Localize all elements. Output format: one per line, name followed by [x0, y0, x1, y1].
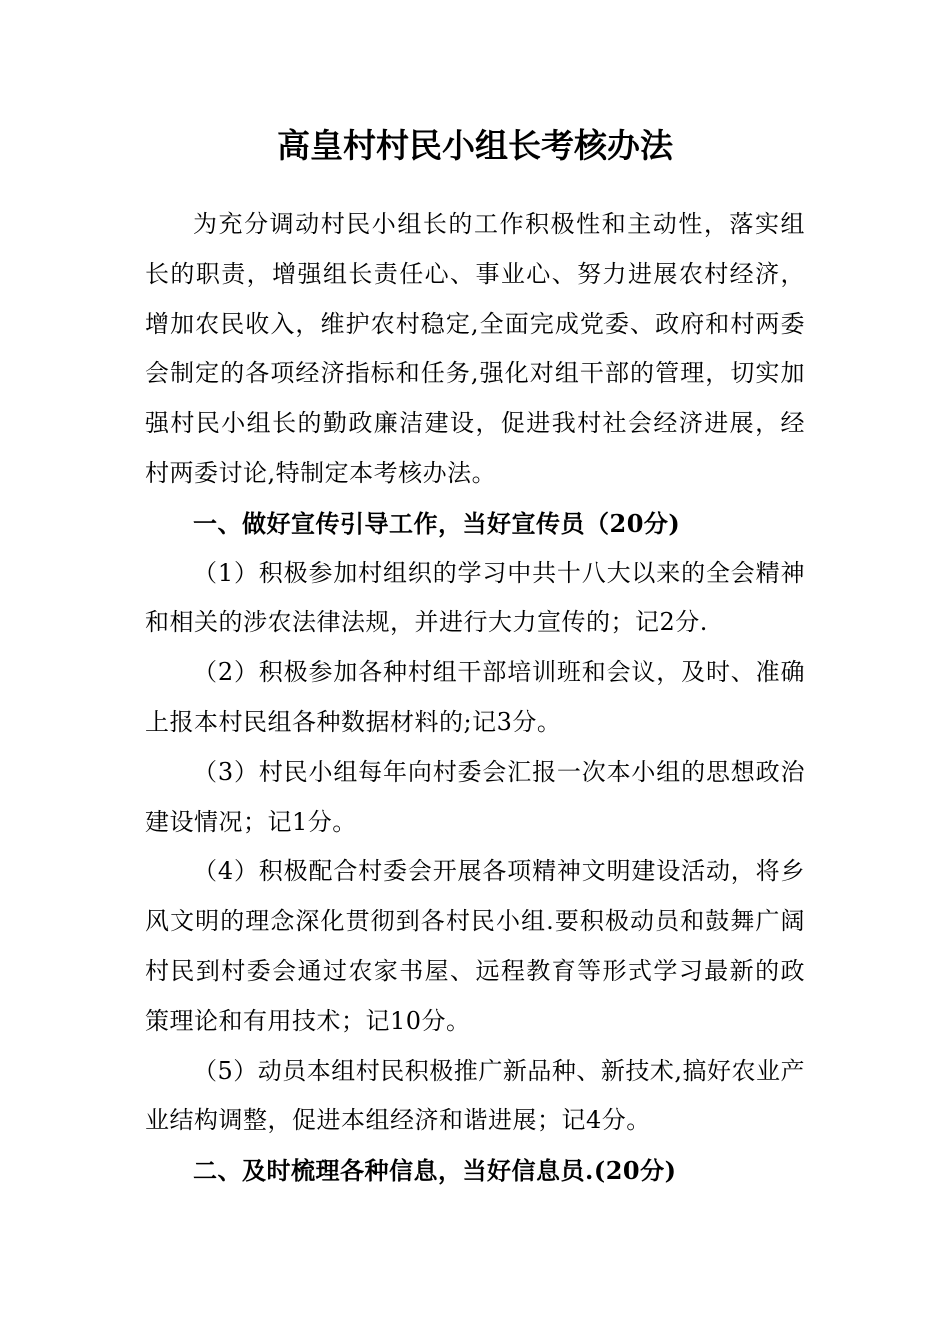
document-title: 高皇村村民小组长考核办法	[277, 126, 673, 165]
section-2-heading: 二、及时梳理各种信息，当好信息员.(20分)	[193, 1156, 677, 1186]
document-body	[145, 200, 805, 1196]
section-1-item-5: （5）动员本组村民积极推广新品种、新技术,搞好农业产业结构调整，促进本组经济和谐进展；记4分。	[145, 1056, 805, 1135]
section-1-heading: 一、做好宣传引导工作，当好宣传员（20分)	[193, 508, 681, 538]
section-1-item-2: （2）积极参加各种村组干部培训班和会议，及时、准确上报本村民组各种数据材料的;记3分。	[145, 658, 805, 736]
section-1-item-4: （4）积极配合村委会开展各项精神文明建设活动，将乡风文明的理念深化贯彻到各村民小组.要积极动员和鼓舞广阔村民到村委会通过农家书屋、远程教育等形式学习最新的政策理论和有用技术；记10分。	[145, 857, 805, 1035]
section-1-item-1: （1）积极参加村组织的学习中共十八大以来的全会精神和相关的涉农法律法规，并进行大力宣传的；记2分.	[145, 558, 805, 637]
intro-paragraph: 为充分调动村民小组长的工作积极性和主动性，落实组长的职责，增强组长责任心、事业心、努力进展农村经济，增加农民收入，维护农村稳定,全面完成党委、政府和村两委会制定的各项经济指标和任务,强化对组干部的管理，切实加强村民小组长的勤政廉洁建设，促进我村社会经济进展，经村两委讨论,特制定本考核办法。	[145, 210, 805, 487]
section-1-item-3: （3）村民小组每年向村委会汇报一次本小组的思想政治建设情况；记1分。	[145, 757, 805, 836]
